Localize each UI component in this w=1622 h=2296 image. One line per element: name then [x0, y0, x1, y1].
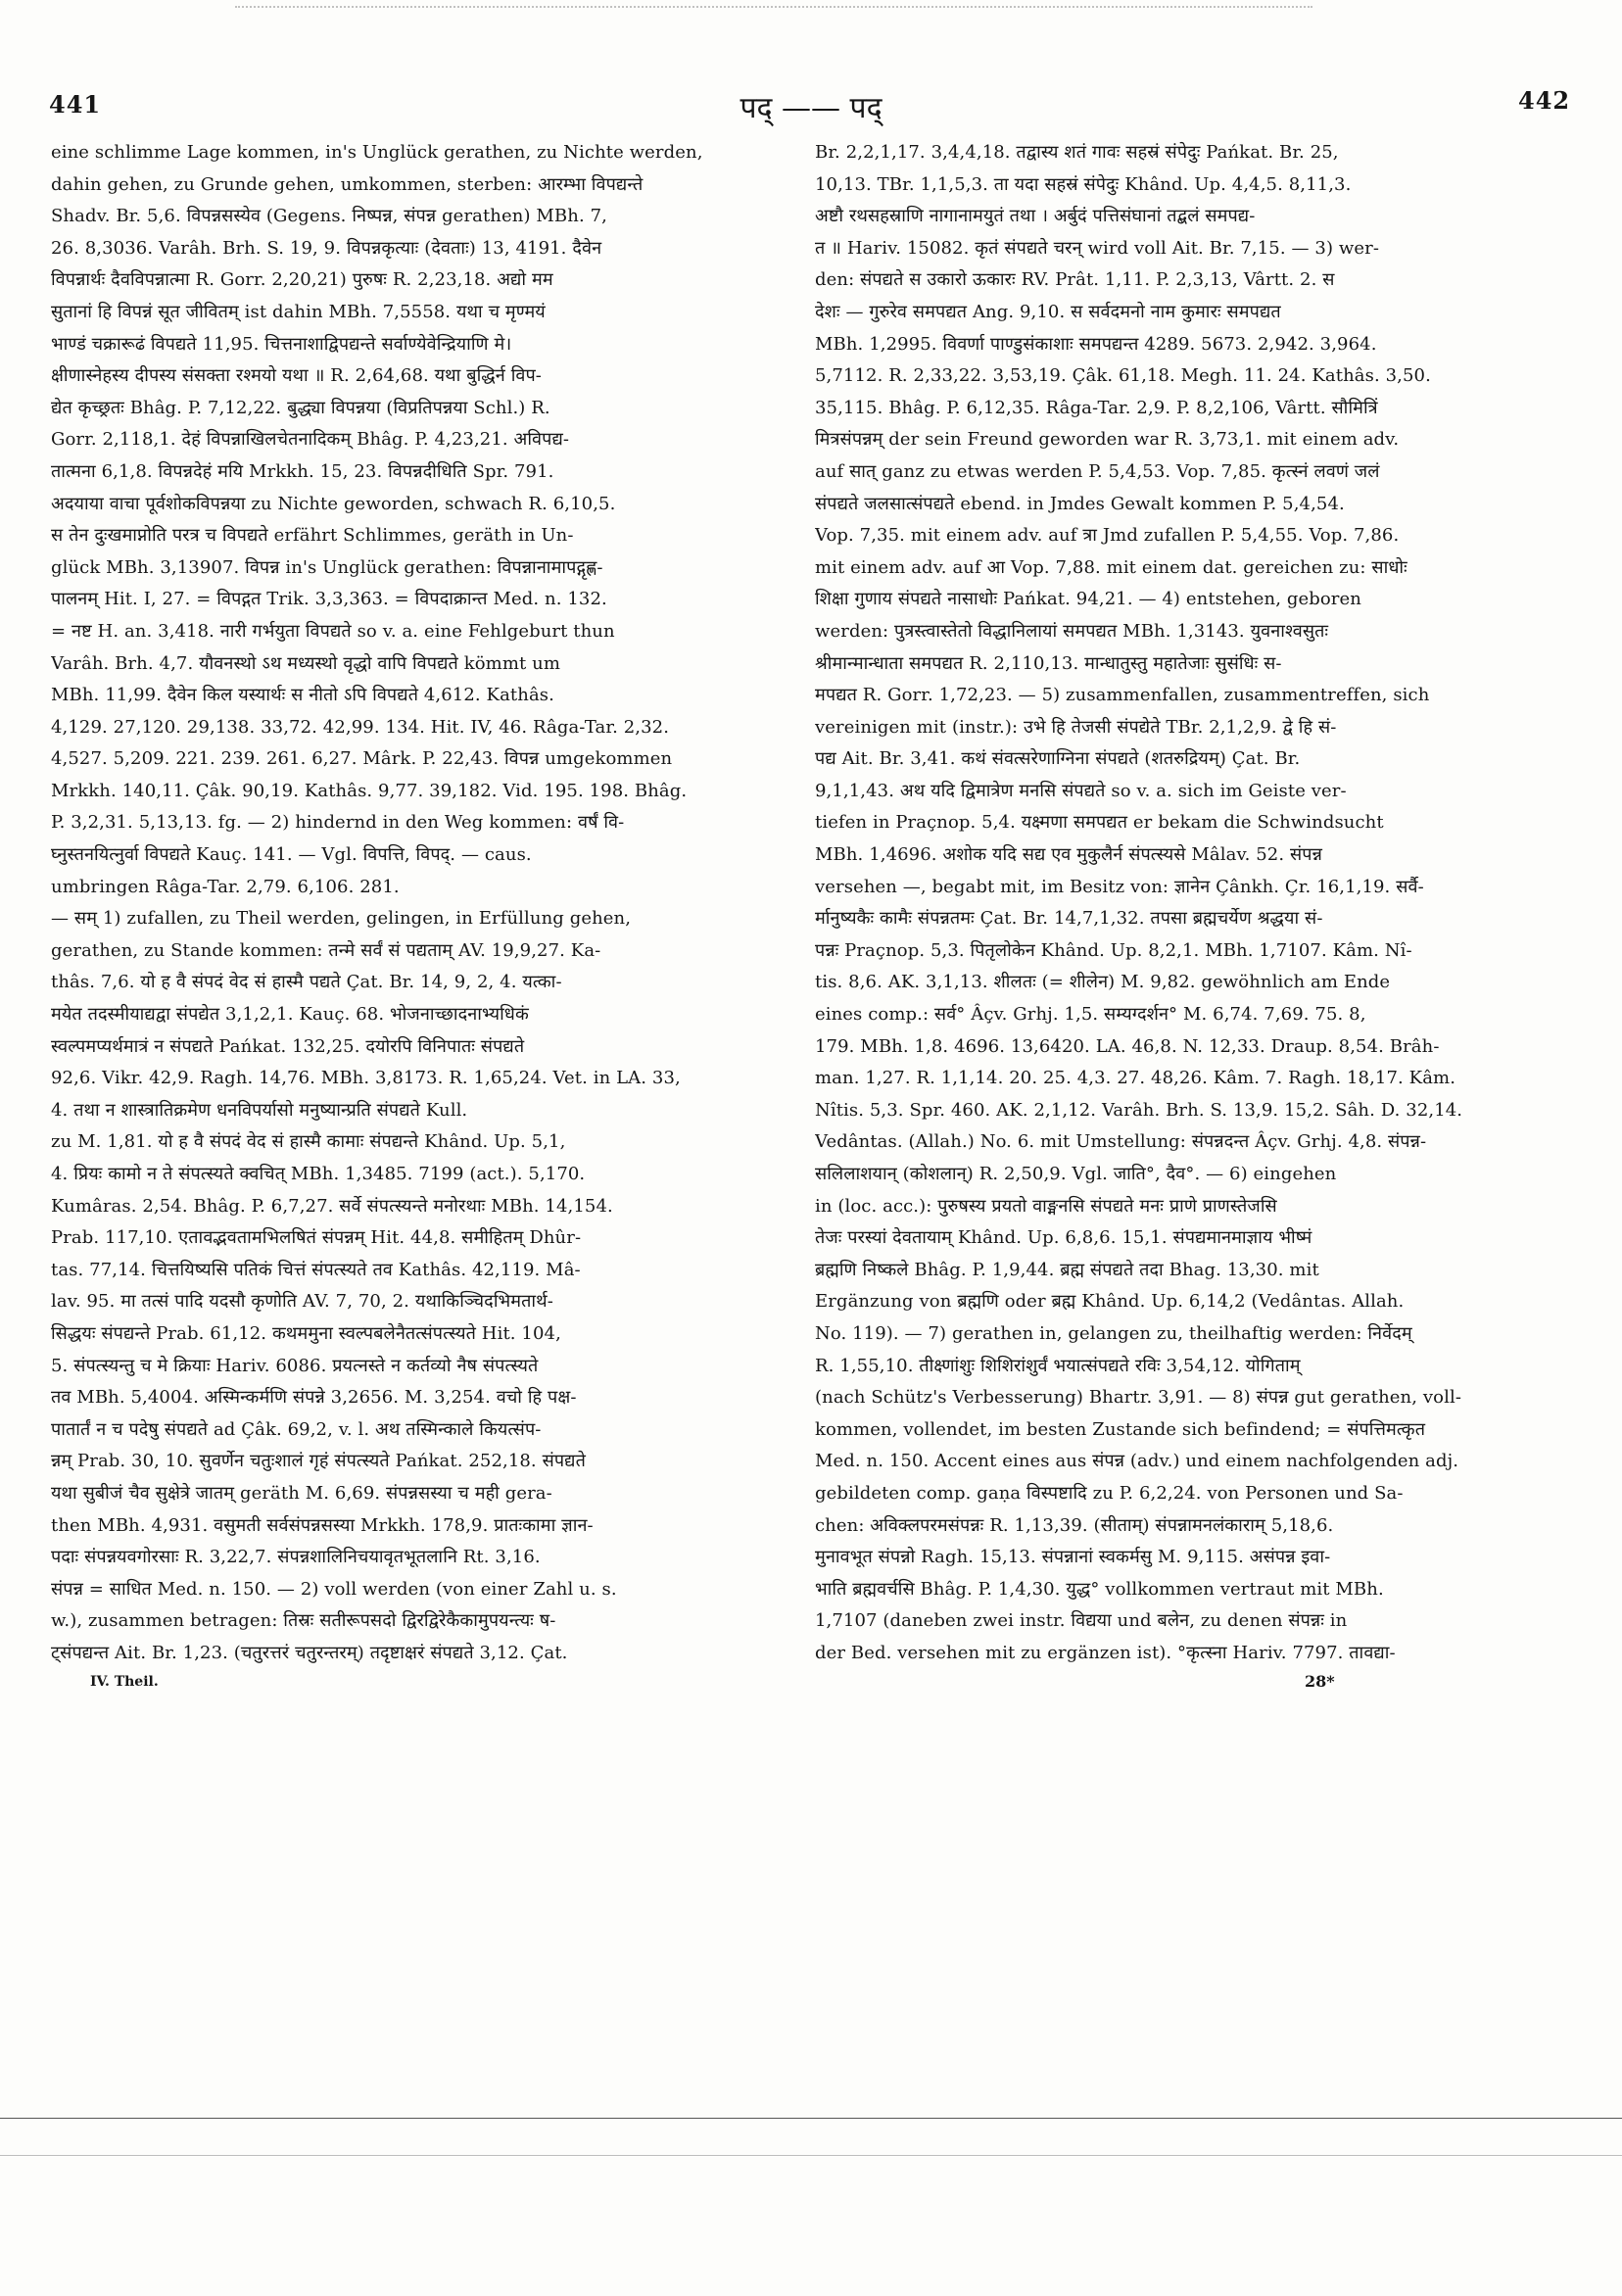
text-line: auf सात् ganz zu etwas werden P. 5,4,53. Vop. 7,85. कृत्स्नं लवणं जलं	[815, 460, 1380, 482]
print-artifact	[235, 6, 1312, 16]
bottom-rule	[0, 2118, 1622, 2119]
text-line: शिक्षा गुणाय संपद्यते नासाधोः Pańkat. 94,21. — 4) entstehen, geboren	[815, 589, 1361, 610]
bottom-rule-faint	[0, 2155, 1622, 2156]
text-line: पदाः संपन्नयवगोरसाः R. 3,22,7. संपन्नशालिनिचयावृतभूतलानि Rt. 3,16.	[51, 1547, 541, 1568]
text-line: P. 3,2,31. 5,13,13. fg. — 2) hindernd in den Weg kommen: वर्षं वि-	[51, 812, 625, 834]
text-line: संपद्यते जलसात्संपद्यते ebend. in Jmdes Gewalt kommen P. 5,4,54.	[815, 493, 1345, 514]
text-line: 4,129. 27,120. 29,138. 33,72. 42,99. 134. Hit. IV, 46. Râga-Tar. 2,32.	[51, 716, 670, 738]
text-line: 4. प्रियः कामो न ते संपत्स्यते क्वचित् MBh. 1,3485. 7199 (act.). 5,170.	[51, 1164, 586, 1184]
page-header	[0, 86, 1622, 125]
text-line: तात्मना 6,1,8. विपन्नदेहं मयि Mrkkh. 15, 23. विपन्नदीधिति Spr. 791.	[51, 460, 554, 482]
text-line: tiefen in Praçnop. 5,4. यक्ष्मणा समपद्यत er bekam die Schwindsucht	[815, 812, 1384, 834]
text-line: chen: अविक्लपरमसंपन्नः R. 1,13,39. (सीताम्) संपन्नामनलंकाराम् 5,18,6.	[815, 1514, 1334, 1536]
text-line: Br. 2,2,1,17. 3,4,4,18. तद्वास्य शतं गावः सहस्रं संपेदुः Pańkat. Br. 25,	[815, 142, 1339, 163]
text-line: 1,7107 (daneben zwei instr. विद्यया und बलेन, zu denen संपन्नः in	[815, 1610, 1348, 1632]
text-line: tas. 77,14. चित्तयिष्यसि पतिकं चित्तं संपत्स्यते तव Kathâs. 42,119. Mâ-	[51, 1259, 581, 1280]
text-line: w.), zusammen betragen: तिस्रः सतीरूपसदो द्विरद्विरेकैकामुपयन्त्यः ष-	[51, 1610, 556, 1632]
text-line: क्षीणास्नेहस्य दीपस्य संसक्ता रश्मयो यथा ॥ R. 2,64,68. यथा बुद्धिर्न विप-	[51, 365, 542, 387]
text-line: मपद्यत R. Gorr. 1,72,23. — 5) zusammenfallen, zusammentreffen, sich	[815, 685, 1430, 706]
text-line: eine schlimme Lage kommen, in's Unglück gerathen, zu Nichte werden,	[51, 142, 703, 163]
text-line: Kumâras. 2,54. Bhâg. P. 6,7,27. सर्वे संपत्स्यन्ते मनोरथाः MBh. 14,154.	[51, 1195, 613, 1217]
text-line: werden: पुत्रस्त्वास्तेतो विद्धानिलायां समपद्यत MBh. 1,3143. युवनाश्वसुतः	[815, 620, 1329, 642]
text-line: den: संपद्यते स उकारो ऊकारः RV. Prât. 1,11. P. 2,3,13, Vârtt. 2. स	[815, 269, 1335, 291]
text-line: देशः — गुरुरेव समपद्यत Ang. 9,10. स सर्वदमनो नाम कुमारः समपद्यत	[815, 301, 1281, 322]
text-line: — सम् 1) zufallen, zu Theil werden, gelingen, in Erfüllung gehen,	[51, 908, 632, 930]
text-line: ब्रह्मणि निष्कले Bhâg. P. 1,9,44. ब्रह्म संपद्यते तदा Bhag. 13,30. mit	[815, 1259, 1319, 1280]
text-line: gebildeten comp. gaṇa विस्पष्टादि zu P. 6,2,24. von Personen und Sa-	[815, 1482, 1404, 1504]
right-page-number: 442	[1518, 86, 1571, 115]
text-line: अदयाया वाचा पूर्वशोकविपन्नया zu Nichte geworden, schwach R. 6,10,5.	[51, 493, 616, 514]
text-line: 179. MBh. 1,8. 4696. 13,6420. LA. 46,8. N. 12,33. Draup. 8,54. Brâh-	[815, 1035, 1440, 1057]
text-line: स्वल्पमप्यर्थमात्रं न संपद्यते Pańkat. 132,25. दयोरपि विनिपातः संपद्यते	[51, 1035, 525, 1057]
right-column	[815, 137, 1551, 2018]
right-column-footer: 28*	[1305, 1671, 1335, 1691]
text-line: in (loc. acc.): पुरुषस्य प्रयतो वाङ्मनसि संपद्यते मनः प्राणे प्राणस्तेजसि	[815, 1195, 1277, 1217]
text-line: त ॥ Hariv. 15082. कृतं संपद्यते चरन् wird voll Ait. Br. 7,15. — 3) wer-	[815, 237, 1380, 259]
text-line: द्येत कृच्छ्रतः Bhâg. P. 7,12,22. बुद्ध्या विपन्नया (विप्रतिपन्नया Schl.) R.	[51, 397, 550, 418]
text-line: Varâh. Brh. 4,7. यौवनस्थो ऽथ मध्यस्थो वृद्धो वापि विपद्यते kömmt um	[51, 652, 561, 674]
text-line: Nîtis. 5,3. Spr. 460. AK. 2,1,12. Varâh. Brh. S. 13,9. 15,2. Sâh. D. 32,14.	[815, 1099, 1463, 1121]
text-line: 4. तथा न शास्त्रातिक्रमेण धनविपर्यासो मनुष्यान्प्रति संपद्यते Kull.	[51, 1099, 468, 1121]
text-line: lav. 95. मा तत्सं पादि यदसौ कृणोति AV. 7, 70, 2. यथाकिञ्चिदभिमतार्थ-	[51, 1291, 553, 1313]
text-line: 5,7112. R. 2,33,22. 3,53,19. Çâk. 61,18. Megh. 11. 24. Kathâs. 3,50.	[815, 365, 1431, 387]
text-line: Vop. 7,35. mit einem adv. auf त्रा Jmd zufallen P. 5,4,55. Vop. 7,86.	[815, 525, 1400, 547]
text-line: kommen, vollendet, im besten Zustande sich befindend; = संपत्तिमत्कृत	[815, 1418, 1426, 1440]
text-line: Vedântas. (Allah.) No. 6. mit Umstellung: संपन्नदन्त Âçv. Grhj. 4,8. संपन्न-	[815, 1131, 1427, 1153]
text-line: घ्नुस्तनयित्नुर्वा विपद्यते Kauç. 141. — Vgl. विपत्ति, विपद्. — caus.	[51, 844, 532, 866]
text-line: No. 119). — 7) gerathen in, gelangen zu, theilhaftig werden: निर्वेदम्	[815, 1322, 1412, 1344]
text-line: यथा सुबीजं चैव सुक्षेत्रे जातम् geräth M. 6,69. संपन्नसस्या च मही gera-	[51, 1482, 552, 1504]
running-head: पद् —— पद्	[739, 91, 883, 125]
text-line: पन्नः Praçnop. 5,3. पितृलोकेन Khând. Up. 8,2,1. MBh. 1,7107. Kâm. Nî-	[815, 939, 1412, 961]
text-line: Med. n. 150. Accent eines aus संपन्न (adv.) und einem nachfolgenden adj.	[815, 1451, 1459, 1472]
text-line: तव MBh. 5,4004. अस्मिन्कर्मणि संपन्ने 3,2656. M. 3,254. वचो हि पक्ष-	[51, 1387, 577, 1409]
text-line: Shadv. Br. 5,6. विपन्नसस्येव (Gegens. निष्पन्न, संपन्न gerathen) MBh. 7,	[51, 206, 607, 227]
left-page-number: 441	[49, 90, 102, 119]
left-column	[51, 137, 787, 2018]
left-column-footer: IV. Theil.	[90, 1673, 159, 1690]
text-line: न्नम् Prab. 30, 10. सुवर्णेन चतुःशालं गृहं संपत्स्यते Pańkat. 252,18. संपद्यते	[51, 1451, 586, 1472]
text-line: = नष्ट H. an. 3,418. नारी गर्भयुता विपद्यते so v. a. eine Fehlgeburt thun	[51, 620, 615, 642]
text-line: र्मानुष्यकैः कामैः संपन्नतमः Çat. Br. 14,7,1,32. तपसा ब्रह्मचर्येण श्रद्धया सं-	[815, 908, 1323, 930]
text-line: Prab. 117,10. एतावद्भवतामभिलषितं संपन्नम् Hit. 44,8. समीहितम् Dhûr-	[51, 1227, 582, 1249]
text-line: अष्टौ रथसहस्राणि नागानामयुतं तथा । अर्बुदं पत्तिसंघानां तद्बलं समपद्य-	[815, 206, 1256, 227]
text-line: पालनम् Hit. I, 27. = विपद्गत Trik. 3,3,363. = विपदाक्रान्त Med. n. 132.	[51, 589, 607, 610]
text-line: मयेत तदस्मीयाद्यद्वा संपद्येत 3,1,2,1. Kauç. 68. भोजनाच्छादनाभ्यधिकं	[51, 1004, 529, 1026]
text-line: 5. संपत्स्यन्तु च मे क्रियाः Hariv. 6086. प्रयत्नस्ते न कर्तव्यो नैष संपत्स्यते	[51, 1355, 539, 1376]
text-line: thâs. 7,6. यो ह वै संपदं वेद सं हास्मै पद्यते Çat. Br. 14, 9, 2, 4. यत्का-	[51, 972, 562, 993]
text-line: तेजः परस्यां देवतायाम् Khând. Up. 6,8,6. 15,1. संपद्यमानमाज्ञाय भीष्मं	[815, 1227, 1312, 1249]
text-line: Gorr. 2,118,1. देहं विपन्नाखिलचेतनादिकम् Bhâg. P. 4,23,21. अविपद्य-	[51, 429, 570, 451]
text-line: ट्संपद्यन्त Ait. Br. 1,23. (चतुरत्तरं चतुरन्तरम्) तदृष्टाक्षरं संपद्यते 3,12. Çat.	[51, 1642, 568, 1663]
text-line: der Bed. versehen mit zu ergänzen ist). °कृत्स्ना Hariv. 7797. तावद्या-	[815, 1642, 1396, 1663]
text-line: मुनावभूत संपन्नो Ragh. 15,13. संपन्नानां स्वकर्मसु M. 9,115. असंपन्न इवा-	[815, 1547, 1331, 1568]
text-line: gerathen, zu Stande kommen: तन्मे सर्वं सं पद्यताम् AV. 19,9,27. Ka-	[51, 939, 601, 961]
text-line: man. 1,27. R. 1,1,14. 20. 25. 4,3. 27. 48,26. Kâm. 7. Ragh. 18,17. Kâm.	[815, 1068, 1456, 1089]
text-line: भाण्डं चक्रारूढं विपद्यते 11,95. चित्तनाशाद्विपद्यन्ते सर्वाण्येवेन्द्रियाणि मे।	[51, 333, 512, 355]
text-line: 9,1,1,43. अथ यदि द्विमात्रेण मनसि संपद्यते so v. a. sich im Geiste ver-	[815, 780, 1347, 801]
text-line: सिद्धयः संपद्यन्ते Prab. 61,12. कथममुना स्वल्पबलेनैतत्संपत्स्यते Hit. 104,	[51, 1322, 561, 1344]
text-line: MBh. 1,2995. विवर्णा पाण्डुसंकाशाः समपद्यन्त 4289. 5673. 2,942. 3,964.	[815, 333, 1377, 355]
text-line: Ergänzung von ब्रह्मणि oder ब्रह्म Khând. Up. 6,14,2 (Vedântas. Allah.	[815, 1291, 1405, 1313]
text-line: dahin gehen, zu Grunde gehen, umkommen, sterben: आरम्भा विपद्यन्ते	[51, 173, 644, 195]
text-line: भाति ब्रह्मवर्चसि Bhâg. P. 1,4,30. युद्ध° vollkommen vertraut mit MBh.	[815, 1578, 1384, 1600]
text-line: स तेन दुःखमाप्नोति परत्र च विपद्यते erfährt Schlimmes, geräth in Un-	[51, 525, 574, 547]
text-line: vereinigen mit (instr.): उभे हि तेजसी संपद्येते TBr. 2,1,2,9. द्वे हि सं-	[815, 716, 1337, 738]
text-line: विपन्नार्थः दैवविपन्नात्मा R. Gorr. 2,20,21) पुरुषः R. 2,23,18. अद्यो मम	[51, 269, 553, 291]
text-line: tis. 8,6. AK. 3,1,13. शीलतः (= शीलेन) M. 9,82. gewöhnlich am Ende	[815, 972, 1391, 993]
text-line: 4,527. 5,209. 221. 239. 261. 6,27. Mârk. P. 22,43. विपन्न umgekommen	[51, 748, 673, 770]
text-line: glück MBh. 3,13907. विपन्न in's Unglück gerathen: विपन्नानामापद्गृह्ण-	[51, 556, 603, 578]
text-line: versehen —, begabt mit, im Besitz von: ज्ञानेन Çânkh. Çr. 16,1,19. सर्वै-	[815, 876, 1424, 897]
text-line: MBh. 1,4696. अशोक यदि सद्य एव मुकुलैर्न संपत्स्यसे Mâlav. 52. संपन्न	[815, 844, 1322, 866]
text-line: MBh. 11,99. दैवेन किल यस्यार्थः स नीतो ऽपि विपद्यते 4,612. Kathâs.	[51, 685, 554, 706]
text-line: पद्य Ait. Br. 3,41. कथं संवत्सरेणाग्निना संपद्यते (शतरुद्रियम्) Çat. Br.	[815, 748, 1301, 770]
text-line: (nach Schütz's Verbesserung) Bhartr. 3,91. — 8) संपन्न gut gerathen, voll-	[815, 1387, 1461, 1409]
text-line: सलिलाशयान् (कोशलान्) R. 2,50,9. Vgl. जाति°, दैव°. — 6) eingehen	[815, 1164, 1337, 1184]
text-line: सुतानां हि विपन्नं सूत जीवितम् ist dahin MBh. 7,5558. यथा च मृण्मयं	[51, 301, 546, 322]
text-line: eines comp.: सर्व° Âçv. Grhj. 1,5. सम्यग्दर्शन° M. 6,74. 7,69. 75. 8,	[815, 1004, 1366, 1026]
text-line: 26. 8,3036. Varâh. Brh. S. 19, 9. विपन्नकृत्याः (देवताः) 13, 4191. दैवेन	[51, 237, 602, 259]
text-line: श्रीमान्मान्धाता समपद्यत R. 2,110,13. मान्धातुस्तु महातेजाः सुसंधिः स-	[815, 652, 1282, 674]
text-line: मित्रसंपन्नम् der sein Freund geworden war R. 3,73,1. mit einem adv.	[815, 429, 1400, 451]
text-line: संपन्न = साधित Med. n. 150. — 2) voll werden (von einer Zahl u. s.	[51, 1578, 617, 1600]
text-line: 10,13. TBr. 1,1,5,3. ता यदा सहस्रं संपेदुः Khând. Up. 4,4,5. 8,11,3.	[815, 173, 1352, 195]
text-line: पातार्तं न च पदेषु संपद्यते ad Çâk. 69,2, v. l. अथ तस्मिन्काले कियत्संप-	[51, 1418, 542, 1440]
text-line: 35,115. Bhâg. P. 6,12,35. Râga-Tar. 2,9. P. 8,2,106, Vârtt. सौमित्रिं	[815, 397, 1378, 418]
text-line: mit einem adv. auf आ Vop. 7,88. mit einem dat. gereichen zu: साधोः	[815, 556, 1407, 578]
text-line: umbringen Râga-Tar. 2,79. 6,106. 281.	[51, 876, 400, 897]
text-line: 92,6. Vikr. 42,9. Ragh. 14,76. MBh. 3,8173. R. 1,65,24. Vet. in LA. 33,	[51, 1068, 681, 1089]
text-line: Mrkkh. 140,11. Çâk. 90,19. Kathâs. 9,77. 39,182. Vid. 195. 198. Bhâg.	[51, 780, 688, 801]
text-line: R. 1,55,10. तीक्ष्णांशुः शिशिरांशुर्वं भयात्संपद्यते रविः 3,54,12. योगिताम्	[815, 1355, 1301, 1376]
text-line: then MBh. 4,931. वसुमती सर्वसंपन्नसस्या Mrkkh. 178,9. प्रातःकामा ज्ञान-	[51, 1514, 594, 1536]
text-line: zu M. 1,81. यो ह वै संपदं वेद सं हास्मै कामाः संपद्यन्ते Khând. Up. 5,1,	[51, 1131, 566, 1153]
